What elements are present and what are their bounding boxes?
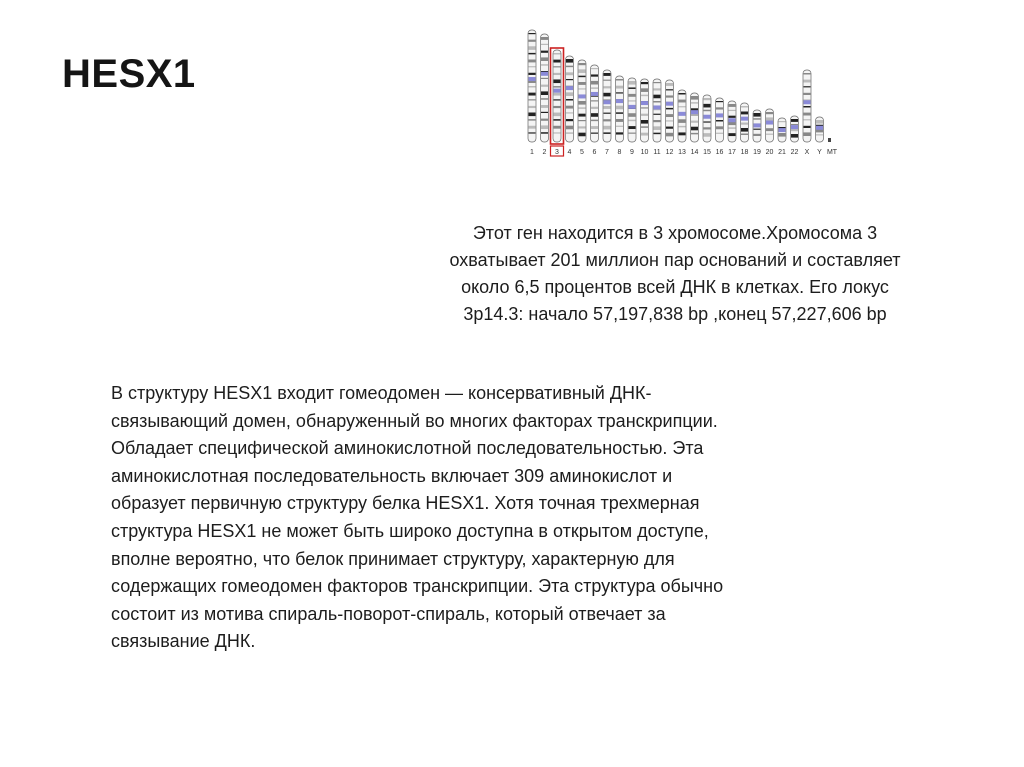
- chromosome-label: 1: [530, 149, 534, 156]
- chromosome-6: [591, 65, 599, 142]
- chromosome-label: 9: [630, 149, 634, 156]
- chromosome-17: [728, 101, 736, 142]
- chromosome-5: [578, 60, 586, 142]
- structure-line: образует первичную структуру белка HESX1. Хотя точная трехмерная: [111, 493, 700, 514]
- chromosome-label: 12: [665, 149, 674, 156]
- chromosome-label: 18: [740, 149, 749, 156]
- chromosome-label: 13: [678, 149, 686, 156]
- chromosome-label: 8: [617, 149, 622, 156]
- chromosome-3: [551, 48, 564, 144]
- chromosome-14: [691, 93, 699, 142]
- chromosome-9: [628, 78, 636, 142]
- structure-line: связывание ДНК.: [111, 631, 256, 652]
- chromosome-15: [703, 95, 711, 142]
- chromosome-label: 21: [778, 149, 786, 156]
- chromosome-label: MT: [826, 149, 838, 156]
- chromosome-label: 6: [592, 149, 597, 156]
- protein-structure-paragraph: [111, 380, 911, 656]
- chromosome-label: 10: [640, 149, 649, 156]
- structure-line: В структуру HESX1 входит гомеодомен — консервативный ДНК-: [111, 383, 652, 403]
- chromosome-16: [716, 98, 724, 142]
- chromosome-label: 20: [765, 149, 774, 156]
- chromosome-label: 17: [728, 149, 736, 156]
- info-line: Этот ген находится в 3 хромосоме.Хромосома 3: [472, 223, 878, 243]
- chromosome-label: 19: [753, 149, 761, 156]
- karyogram-image: [522, 24, 854, 162]
- chromosome-label: 7: [605, 149, 609, 156]
- gene-location-paragraph: [370, 220, 980, 328]
- info-line: охватывает 201 миллион пар оснований и составляет: [449, 250, 901, 270]
- chromosome-18: [741, 103, 749, 142]
- slide-title: HESX1: [62, 52, 196, 96]
- structure-line: состоит из мотива спираль-поворот-спираль, который отвечает за: [111, 603, 666, 624]
- chromosome-12: [666, 80, 674, 142]
- chromosome-13: [678, 90, 686, 142]
- structure-line: вполне вероятно, что белок принимает структуру, характерную для: [111, 548, 675, 569]
- chromosome-label: 15: [703, 149, 711, 156]
- chromosome-label: 22: [790, 149, 799, 156]
- chromosome-label: 4: [567, 149, 572, 156]
- structure-line: содержащих гомеодомен факторов транскрипции. Эта структура обычно: [111, 576, 724, 597]
- chromosome-21: [778, 118, 786, 142]
- chromosome-label: X: [804, 149, 810, 156]
- chromosome-label: Y: [817, 149, 822, 156]
- info-line: 3p14.3: начало 57,197,838 bp ,конец 57,227,606 bp: [463, 304, 887, 324]
- chromosome-label: 5: [580, 149, 584, 156]
- chromosome-7: [603, 70, 611, 142]
- chromosome-label: 16: [715, 149, 724, 156]
- chromosome-label: 2: [542, 149, 547, 156]
- chromosome-20: [766, 109, 774, 142]
- structure-line: аминокислотная последовательность включает 309 аминокислот и: [111, 465, 673, 486]
- chromosome-2: [541, 34, 549, 142]
- chromosome-10: [641, 79, 649, 142]
- chromosome-19: [753, 110, 761, 142]
- chromosome-MT: [828, 138, 831, 142]
- chromosome-22: [791, 116, 799, 142]
- chromosome-4: [566, 56, 574, 142]
- chromosome-8: [616, 76, 624, 142]
- chromosome-Y: [816, 117, 824, 142]
- chromosome-label: 3: [555, 149, 559, 156]
- info-line: около 6,5 процентов всей ДНК в клетках. Его локус: [461, 277, 889, 297]
- chromosome-labels: [530, 146, 838, 156]
- chromosome-set: [528, 30, 831, 144]
- chromosome-1: [528, 30, 536, 142]
- structure-line: связывающий домен, обнаруженный во многих факторах транскрипции.: [111, 410, 718, 431]
- structure-line: структура HESX1 не может быть широко доступна в открытом доступе,: [111, 520, 709, 541]
- chromosome-label: 14: [690, 149, 699, 156]
- chromosome-X: [803, 70, 811, 142]
- chromosome-label: 11: [653, 149, 661, 156]
- structure-line: Обладает специфической аминокислотной последовательностью. Эта: [111, 438, 704, 459]
- chromosome-11: [653, 79, 661, 142]
